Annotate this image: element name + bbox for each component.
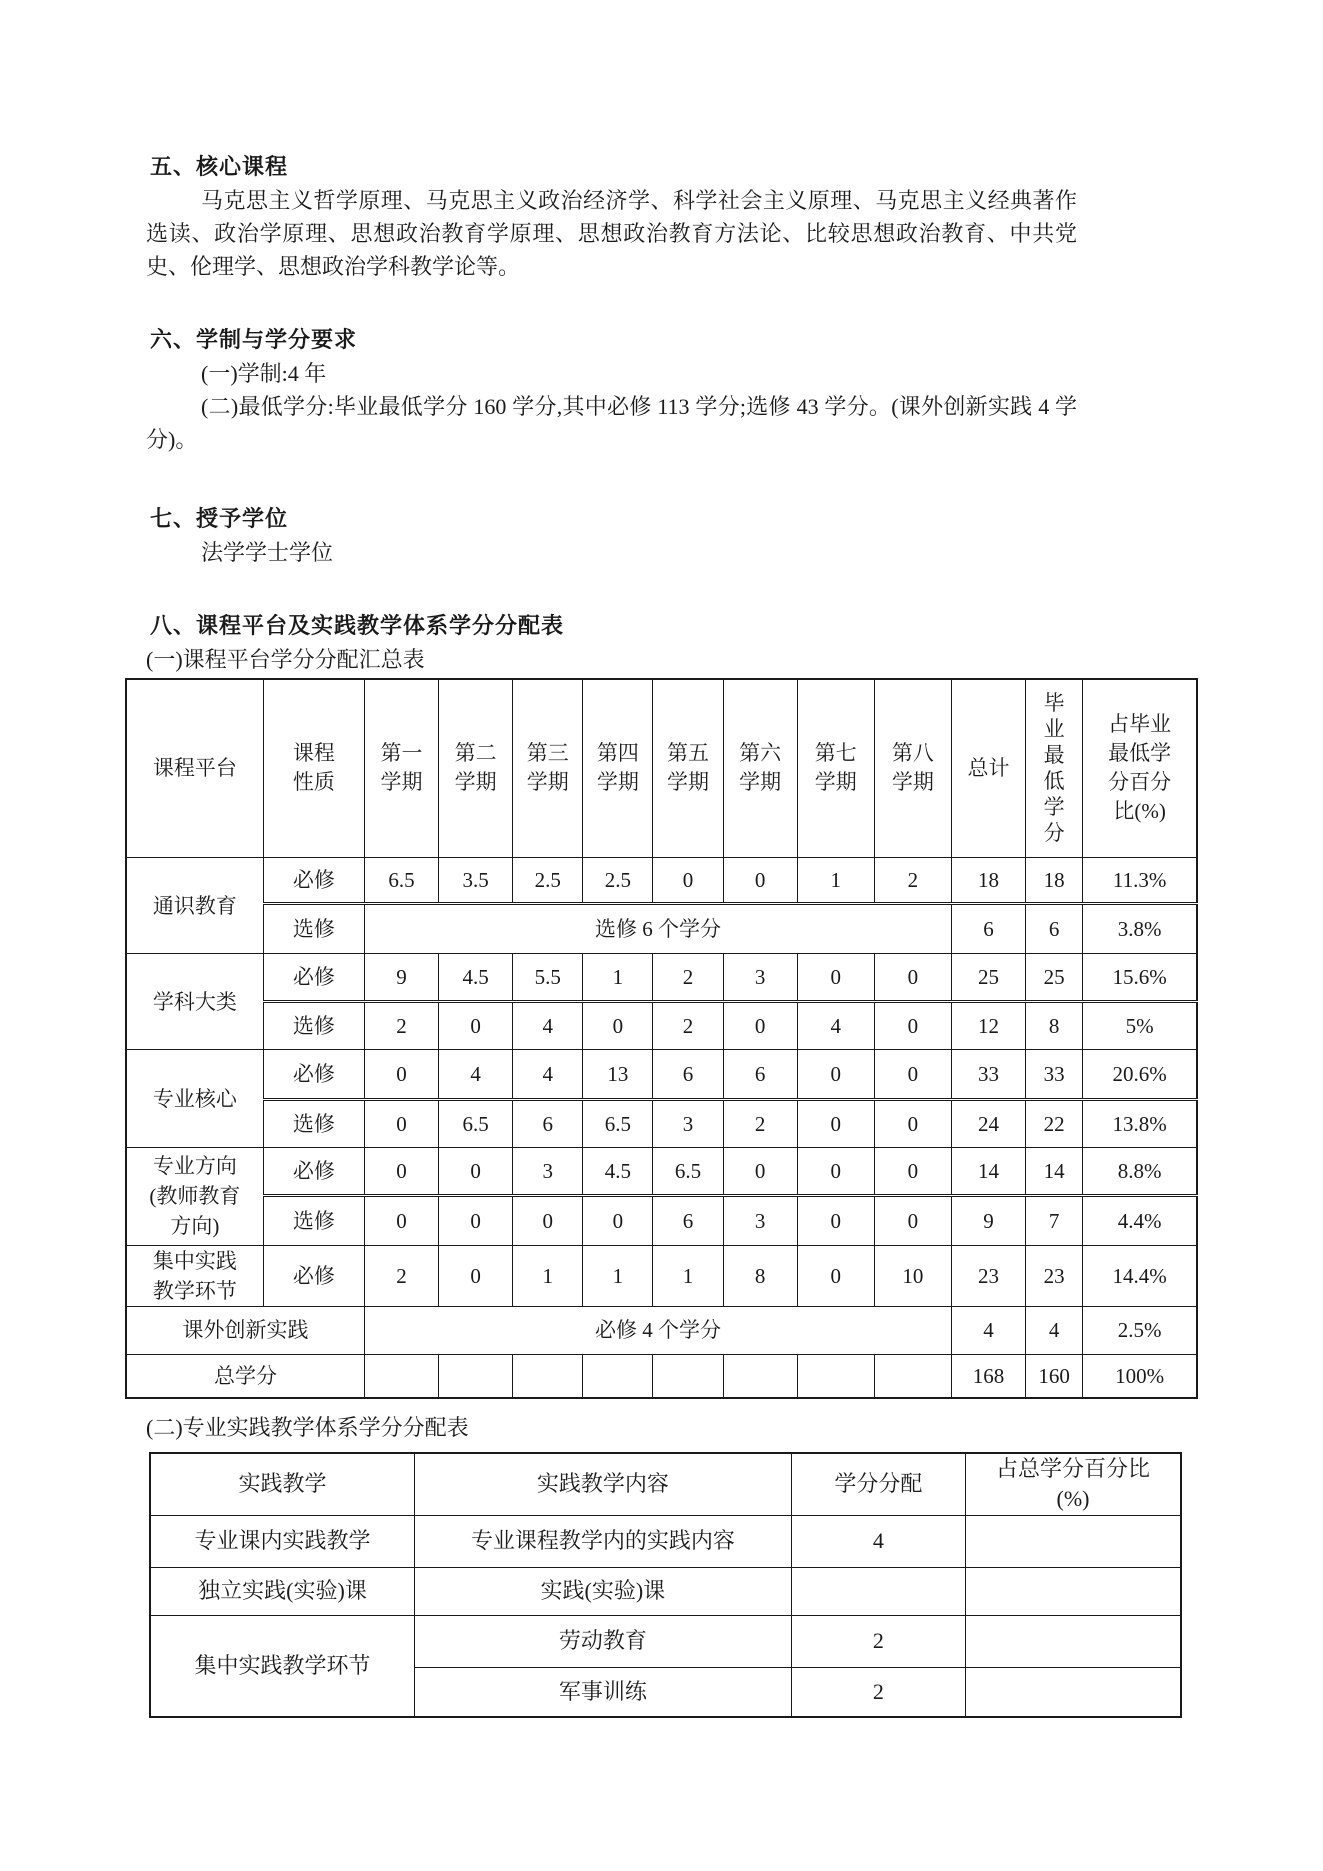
total-cell: 18 (951, 857, 1025, 903)
platform-label: 通识教育 (152, 893, 237, 918)
header-cell-semester-3 (513, 679, 583, 857)
empty-cell (364, 1354, 438, 1398)
credit-cell: 2 (723, 1099, 797, 1147)
nature-cell: 必修 (263, 857, 364, 903)
practice-content-cell: 专业课程教学内的实践内容 (415, 1515, 792, 1567)
credit-cell: 4 (797, 1001, 874, 1049)
pct-cell: 5% (1083, 1001, 1197, 1049)
heading-core-courses: 五、核心课程 (150, 154, 289, 179)
credit-cell: 6.5 (364, 857, 438, 903)
total-cell: 9 (951, 1195, 1025, 1245)
min-cell: 25 (1026, 953, 1083, 1001)
empty-cell (966, 1667, 1181, 1717)
nature-cell: 选修 (263, 1195, 364, 1245)
platform-cell (126, 1049, 263, 1147)
practice-content-cell: 实践(实验)课 (415, 1567, 792, 1615)
course-platform-credit-table (125, 678, 1198, 1399)
credit-cell: 3 (723, 953, 797, 1001)
nature-cell: 选修 (263, 1001, 364, 1049)
header-label: 第八学期 (891, 741, 934, 795)
min-cell: 4 (1026, 1306, 1083, 1354)
header-cell-semester-5 (653, 679, 723, 857)
total-cell: 24 (951, 1099, 1025, 1147)
header-label: 第二学期 (454, 741, 497, 795)
credit-cell: 2 (791, 1667, 965, 1717)
table-row (126, 1049, 1197, 1099)
credit-cell: 6 (653, 1049, 723, 1099)
table2-caption: (二)专业实践教学体系学分分配表 (146, 1415, 469, 1440)
table-row (126, 1099, 1197, 1147)
pct-cell: 2.5% (1083, 1306, 1197, 1354)
header-cell-semester-6 (723, 679, 797, 857)
min-cell: 18 (1026, 857, 1083, 903)
credit-cell: 2.5 (513, 857, 583, 903)
credit-cell: 2.5 (583, 857, 653, 903)
platform-label: 学科大类 (152, 989, 237, 1014)
credit-cell: 9 (364, 953, 438, 1001)
credit-cell: 0 (439, 1147, 513, 1195)
credit-cell: 0 (874, 1049, 951, 1099)
table-row (150, 1615, 1181, 1667)
nature-cell: 必修 (263, 953, 364, 1001)
credit-cell: 0 (653, 857, 723, 903)
credit-cell: 6 (653, 1195, 723, 1245)
platform-cell (126, 1147, 263, 1245)
credit-cell: 8 (723, 1245, 797, 1306)
table-row (126, 1245, 1197, 1306)
header-cell-semester-8 (874, 679, 951, 857)
heading-credit-distribution-tables: 八、课程平台及实践教学体系学分分配表 (150, 613, 565, 638)
total-cell: 23 (951, 1245, 1025, 1306)
platform-cell: 总学分 (126, 1354, 364, 1398)
header-cell-platform: 课程平台 (126, 679, 263, 857)
header-cell-total: 总计 (951, 679, 1025, 857)
credit-cell: 6.5 (439, 1099, 513, 1147)
credit-cell: 2 (364, 1001, 438, 1049)
empty-cell (723, 1354, 797, 1398)
header-cell-semester-1 (364, 679, 438, 857)
empty-cell (966, 1567, 1181, 1615)
header-label: 第五学期 (667, 741, 709, 795)
header-cell-nature (263, 679, 364, 857)
total-cell: 6 (951, 903, 1025, 953)
empty-cell (583, 1354, 653, 1398)
credit-cell: 3 (653, 1099, 723, 1147)
credit-cell: 0 (723, 857, 797, 903)
empty-cell (513, 1354, 583, 1398)
credit-cell: 0 (583, 1001, 653, 1049)
min-cell: 33 (1026, 1049, 1083, 1099)
credit-cell: 1 (653, 1245, 723, 1306)
min-cell: 8 (1026, 1001, 1083, 1049)
platform-label: 专业核心 (152, 1086, 237, 1111)
pct-cell: 15.6% (1083, 953, 1197, 1001)
paragraph-degree: 法学学士学位 (201, 540, 334, 565)
credit-cell: 0 (797, 1049, 874, 1099)
credit-cell: 6.5 (583, 1099, 653, 1147)
pct-cell: 3.8% (1083, 903, 1197, 953)
table-row (150, 1567, 1181, 1615)
credit-cell: 2 (364, 1245, 438, 1306)
credit-cell: 3.5 (439, 857, 513, 903)
paragraph-schooling-years: (一)学制:4 年 (201, 361, 327, 386)
header-label: 第一学期 (380, 741, 423, 795)
credit-cell: 0 (874, 953, 951, 1001)
header-label: 第七学期 (814, 741, 857, 795)
credit-cell: 6 (513, 1099, 583, 1147)
empty-cell (439, 1354, 513, 1398)
header-cell-semester-4 (583, 679, 653, 857)
empty-cell (966, 1515, 1181, 1567)
platform-cell (126, 857, 263, 953)
practice-type-cell: 独立实践(实验)课 (150, 1567, 415, 1615)
pct-cell: 8.8% (1083, 1147, 1197, 1195)
merged-credit-cell: 选修 6 个学分 (364, 903, 951, 953)
header-label: 第三学期 (526, 741, 569, 795)
credit-cell: 2 (874, 857, 951, 903)
min-cell: 6 (1026, 903, 1083, 953)
credit-cell: 4 (513, 1001, 583, 1049)
credit-cell: 0 (874, 1099, 951, 1147)
table-row (126, 1147, 1197, 1195)
nature-cell: 选修 (263, 1099, 364, 1147)
min-cell: 14 (1026, 1147, 1083, 1195)
table1-caption: (一)课程平台学分分配汇总表 (146, 647, 425, 672)
practice-content-cell: 军事训练 (415, 1667, 792, 1717)
total-cell: 4 (951, 1306, 1025, 1354)
empty-cell (874, 1354, 951, 1398)
credit-cell: 13 (583, 1049, 653, 1099)
table-row (126, 1306, 1197, 1354)
header-cell-percent-total (966, 1453, 1181, 1515)
credit-cell: 0 (439, 1245, 513, 1306)
min-cell: 160 (1026, 1354, 1083, 1398)
empty-cell (653, 1354, 723, 1398)
merged-credit-cell: 必修 4 个学分 (364, 1306, 951, 1354)
pct-cell: 20.6% (1083, 1049, 1197, 1099)
paragraph-core-courses: 马克思主义哲学原理、马克思主义政治经济学、科学社会主义原理、马克思主义经典著作选读、政治学原理、思想政治教育学原理、思想政治教育方法论、比较思想政治教育、中共党史、伦理学、思想政治学科教学论等。 (146, 188, 1077, 279)
practice-teaching-credit-table (149, 1452, 1182, 1718)
credit-cell: 1 (797, 857, 874, 903)
credit-cell: 0 (797, 1147, 874, 1195)
nature-cell: 必修 (263, 1049, 364, 1099)
platform-cell: 课外创新实践 (126, 1306, 364, 1354)
credit-cell: 10 (874, 1245, 951, 1306)
min-cell: 23 (1026, 1245, 1083, 1306)
header-cell-practice-teaching: 实践教学 (150, 1453, 415, 1515)
platform-label: 专业方向(教师教育方向) (149, 1154, 241, 1238)
credit-cell: 0 (439, 1195, 513, 1245)
practice-type-cell: 专业课内实践教学 (150, 1515, 415, 1567)
header-label: 课程性质 (292, 741, 335, 795)
credit-cell: 0 (797, 1245, 874, 1306)
platform-label: 集中实践教学环节 (152, 1248, 237, 1303)
credit-cell: 4 (791, 1515, 965, 1567)
table-header-row (150, 1453, 1181, 1515)
credit-cell: 6.5 (653, 1147, 723, 1195)
table-row (126, 857, 1197, 903)
total-cell: 33 (951, 1049, 1025, 1099)
credit-cell: 0 (723, 1147, 797, 1195)
min-cell: 22 (1026, 1099, 1083, 1147)
heading-degree-conferred: 七、授予学位 (150, 506, 289, 531)
credit-cell: 0 (439, 1001, 513, 1049)
credit-cell: 6 (723, 1049, 797, 1099)
credit-cell: 0 (364, 1147, 438, 1195)
credit-cell: 4 (513, 1049, 583, 1099)
credit-cell: 0 (797, 1195, 874, 1245)
practice-type-cell: 集中实践教学环节 (150, 1615, 415, 1717)
pct-cell: 13.8% (1083, 1099, 1197, 1147)
credit-cell: 2 (653, 1001, 723, 1049)
table-row (126, 1195, 1197, 1245)
total-cell: 12 (951, 1001, 1025, 1049)
credit-cell: 0 (364, 1195, 438, 1245)
pct-cell: 11.3% (1083, 857, 1197, 903)
nature-cell: 必修 (263, 1245, 364, 1306)
credit-cell: 2 (791, 1615, 965, 1667)
nature-cell: 选修 (263, 903, 364, 953)
credit-cell: 1 (513, 1245, 583, 1306)
empty-cell (797, 1354, 874, 1398)
header-cell-semester-7 (797, 679, 874, 857)
nature-cell: 必修 (263, 1147, 364, 1195)
table-row (126, 903, 1197, 953)
header-label: 第六学期 (739, 741, 782, 795)
credit-cell: 0 (874, 1147, 951, 1195)
credit-cell: 1 (583, 1245, 653, 1306)
header-cell-credit-allocation: 学分分配 (791, 1453, 965, 1515)
total-cell: 25 (951, 953, 1025, 1001)
credit-cell: 2 (653, 953, 723, 1001)
credit-cell: 0 (874, 1195, 951, 1245)
min-cell: 7 (1026, 1195, 1083, 1245)
header-label: 占毕业最低学分百分比(%) (1108, 712, 1172, 824)
total-cell: 168 (951, 1354, 1025, 1398)
platform-cell (126, 953, 263, 1049)
header-label: 占总学分百分比(%) (996, 1456, 1151, 1512)
header-cell-percent (1083, 679, 1197, 857)
heading-schooling-credit-requirements: 六、学制与学分要求 (150, 327, 358, 352)
pct-cell: 100% (1083, 1354, 1197, 1398)
credit-cell: 0 (723, 1001, 797, 1049)
credit-cell: 1 (583, 953, 653, 1001)
credit-cell: 0 (364, 1049, 438, 1099)
credit-cell: 5.5 (513, 953, 583, 1001)
table-row (150, 1515, 1181, 1567)
table-row (126, 1354, 1197, 1398)
paragraph-minimum-credits: (二)最低学分:毕业最低学分 160 学分,其中必修 113 学分;选修 43 学分。(课外创新实践 4 学分)。 (146, 394, 1077, 452)
empty-cell (966, 1615, 1181, 1667)
credit-cell: 3 (513, 1147, 583, 1195)
credit-cell: 0 (583, 1195, 653, 1245)
header-cell-semester-2 (439, 679, 513, 857)
credit-cell: 3 (723, 1195, 797, 1245)
credit-cell: 0 (364, 1099, 438, 1147)
credit-cell: 4.5 (583, 1147, 653, 1195)
total-cell: 14 (951, 1147, 1025, 1195)
credit-cell: 0 (513, 1195, 583, 1245)
pct-cell: 4.4% (1083, 1195, 1197, 1245)
header-label: 毕业最低学分 (1043, 691, 1065, 846)
pct-cell: 14.4% (1083, 1245, 1197, 1306)
empty-cell (791, 1567, 965, 1615)
table-row (126, 953, 1197, 1001)
credit-cell: 4.5 (439, 953, 513, 1001)
table-row (126, 1001, 1197, 1049)
table-header-row (126, 679, 1197, 857)
credit-cell: 4 (439, 1049, 513, 1099)
practice-content-cell: 劳动教育 (415, 1615, 792, 1667)
header-cell-practice-content: 实践教学内容 (415, 1453, 792, 1515)
header-label: 第四学期 (596, 741, 639, 795)
header-cell-grad-min (1026, 679, 1083, 857)
platform-cell (126, 1245, 263, 1306)
credit-cell: 0 (797, 953, 874, 1001)
credit-cell: 0 (874, 1001, 951, 1049)
credit-cell: 0 (797, 1099, 874, 1147)
